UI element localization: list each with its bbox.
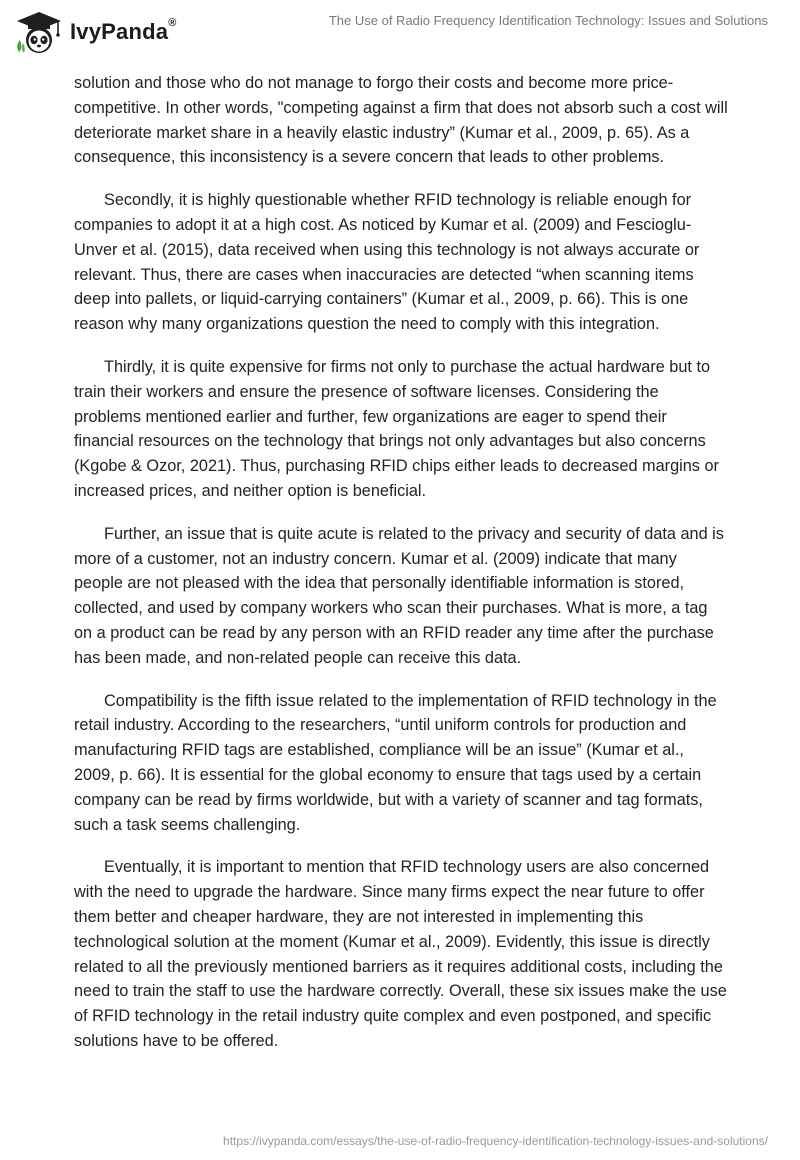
- brand-name: IvyPanda®: [70, 17, 177, 44]
- paragraph: Eventually, it is important to mention that RFID technology users are also concerned with the need to upgrade the hardware. Since many firms expect the near future to offer them better and cheaper hardware, they are not interested in implementing this technological solution at the moment (Kumar et al., 2009). Evidently, this issue is directly related to all the previously mentioned barriers as it requires additional costs, including the need to train the staff to use the hardware correctly. Overall, these six issues make the use of RFID technology in the retail industry quite complex and even postponed, and specific solutions have to be offered.: [74, 858, 727, 1050]
- panda-graduate-icon: [14, 10, 64, 54]
- paragraph: Further, an issue that is quite acute is related to the privacy and security of data and is more of a customer, not an industry concern. Kumar et al. (2009) indicate that many people are not pleased with the idea that personally identifiable information is stored, collected, and used by company workers who scan their purchases. What is more, a tag on a product can be read by any person with an RFID reader any time after the purchase has been made, and non-related people can receive this data.: [74, 524, 724, 667]
- paragraph: Thirdly, it is quite expensive for firms not only to purchase the actual hardware but to train their workers and ensure the presence of software licenses. Considering the problems mentioned earlier and further, few organizations are eager to spend their financial resources on the technology that brings not only advantages but also concerns (Kgobe & Ozor, 2021). Thus, purchasing RFID chips either leads to decreased margins or increased prices, and neither option is beneficial.: [74, 357, 719, 500]
- brand-logo[interactable]: [14, 8, 177, 56]
- document-title: The Use of Radio Frequency Identification Technology: Issues and Solutions: [328, 13, 768, 28]
- paragraph: Compatibility is the fifth issue related to the implementation of RFID technology in the retail industry. According to the researchers, “until uniform controls for production and manufacturing RFID tags are established, compliance will be an issue” (Kumar et al., 2009, p. 66). It is essential for the global economy to ensure that tags used by a certain company can be read by firms worldwide, but with a variety of scanner and tag formats, such a task seems challenging.: [74, 691, 717, 834]
- essay-body: [74, 71, 728, 1072]
- page-header: [0, 0, 800, 64]
- paragraph: solution and those who do not manage to forgo their costs and become more price-competitive. In other words, "competing against a firm that does not absorb such a cost will deteriorate market share in a heavily elastic industry” (Kumar et al., 2009, p. 65). As a consequence, this inconsistency is a severe concern that leads to other problems.: [74, 74, 728, 167]
- source-url-link[interactable]: https://ivypanda.com/essays/the-use-of-radio-frequency-identification-technology-issues-and-solutions/: [223, 1134, 768, 1148]
- paragraph: Secondly, it is highly questionable whether RFID technology is reliable enough for companies to adopt it at a high cost. As noticed by Kumar et al. (2009) and Fescioglu-Unver et al. (2015), data received when using this technology is not always accurate or relevant. Thus, there are cases when inaccuracies are detected “when scanning items deep into pallets, or liquid-carrying containers” (Kumar et al., 2009, p. 66). This is one reason why many organizations question the need to comply with this integration.: [74, 191, 700, 334]
